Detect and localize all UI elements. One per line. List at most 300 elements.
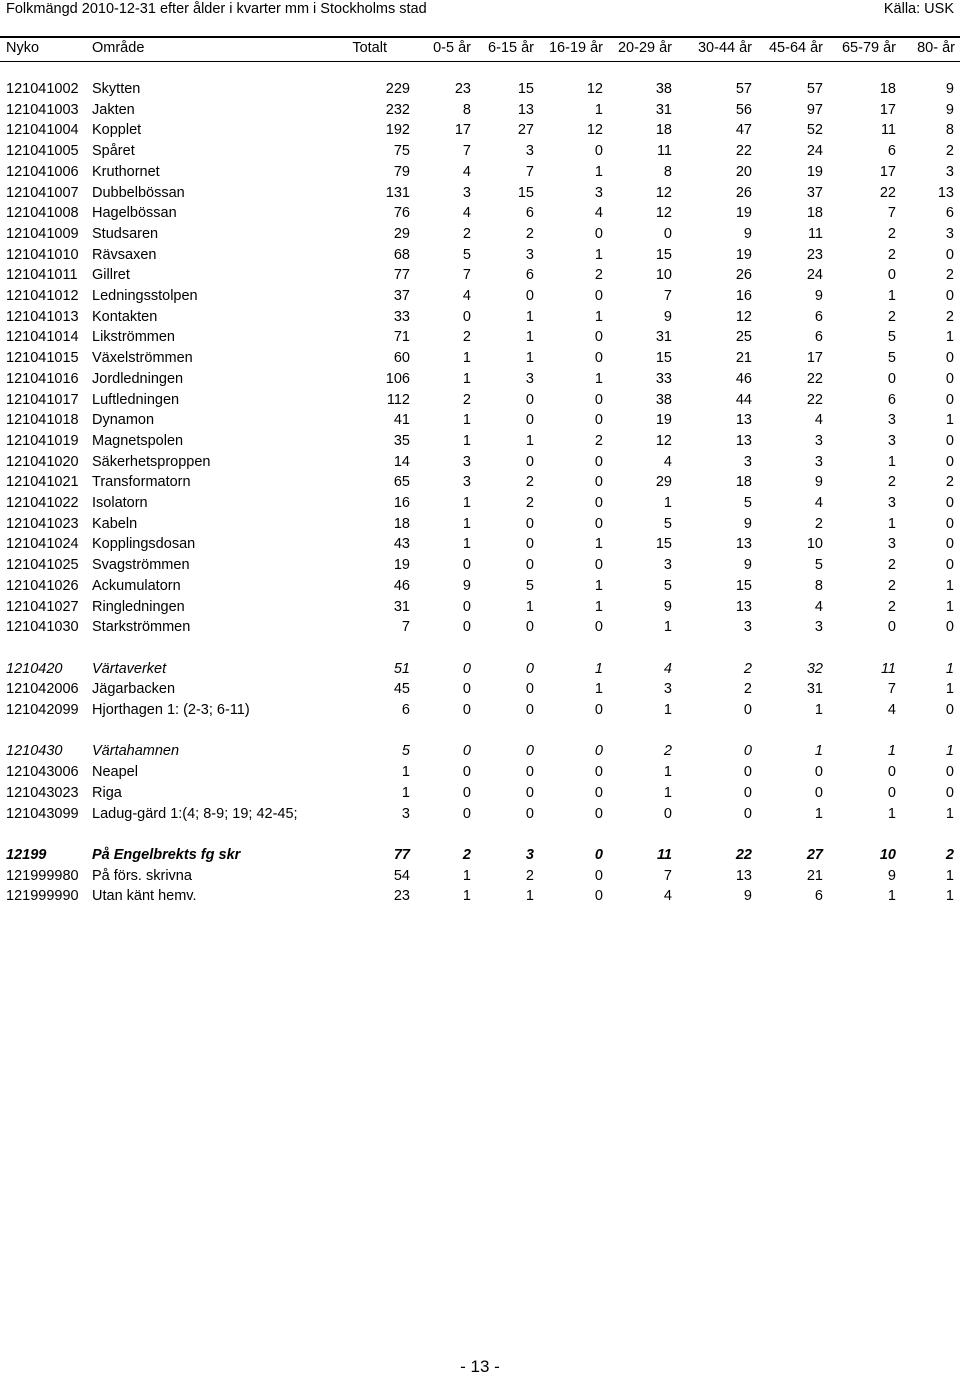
column-header-age-30-44: 30-44 år (697, 40, 752, 56)
column-header-age-6-15: 6-15 år (488, 40, 534, 56)
cell-age-0-5: 0 (462, 784, 471, 801)
cell-age-80: 9 (945, 101, 954, 118)
cell-nyko: 121041013 (6, 308, 79, 325)
cell-age-65-79: 6 (887, 391, 896, 408)
table-row (0, 245, 960, 265)
table-summary-row (0, 741, 960, 761)
cell-age-30-44: 57 (735, 81, 752, 97)
cell-age-30-44: 12 (735, 308, 752, 325)
cell-age-16-19: 0 (594, 743, 603, 760)
table-row (0, 576, 960, 596)
cell-age-16-19: 1 (594, 681, 603, 698)
cell-age-16-19: 0 (594, 702, 603, 718)
cell-age-30-44: 5 (743, 495, 752, 511)
cell-age-80: 0 (945, 453, 954, 470)
table-row (0, 100, 960, 120)
cell-age-6-15: 3 (525, 143, 534, 160)
cell-age-16-19: 1 (594, 370, 603, 387)
table-row (0, 120, 960, 140)
cell-age-20-29: 19 (655, 412, 672, 429)
cell-age-20-29: 4 (663, 453, 672, 470)
cell-age-80: 0 (945, 515, 954, 532)
cell-age-80: 1 (945, 681, 954, 698)
cell-age-0-5: 1 (462, 867, 471, 884)
cell-age-45-64: 97 (806, 101, 823, 118)
table-row (0, 203, 960, 223)
cell-totalt: 6 (401, 702, 410, 718)
cell-age-45-64: 19 (806, 163, 823, 180)
cell-nyko: 121041021 (6, 474, 79, 491)
cell-nyko: 121042006 (6, 681, 79, 698)
cell-age-80: 0 (945, 557, 954, 574)
cell-age-80: 3 (945, 225, 954, 242)
cell-age-65-79: 1 (887, 288, 896, 304)
cell-omrade: Säkerhetsproppen (92, 453, 211, 470)
header-rule-bottom (0, 61, 960, 62)
cell-age-0-5: 0 (462, 764, 471, 781)
cell-age-20-29: 31 (655, 329, 672, 346)
cell-totalt: 23 (393, 888, 410, 905)
cell-age-6-15: 1 (525, 432, 534, 449)
cell-age-45-64: 8 (814, 577, 823, 594)
cell-age-0-5: 1 (462, 515, 471, 532)
table-row (0, 183, 960, 203)
cell-nyko: 121041003 (6, 101, 79, 118)
column-header-omrade: Område (92, 40, 145, 56)
cell-omrade: Jägarbacken (92, 681, 176, 698)
cell-age-20-29: 15 (655, 246, 672, 263)
table-summary-row (0, 845, 960, 865)
cell-age-0-5: 4 (462, 163, 471, 180)
cell-age-16-19: 0 (594, 412, 603, 429)
cell-age-45-64: 24 (806, 267, 823, 284)
cell-omrade: Jordledningen (92, 370, 184, 387)
table-row (0, 762, 960, 782)
cell-age-6-15: 3 (525, 846, 534, 863)
cell-age-45-64: 6 (814, 329, 823, 346)
cell-age-80: 1 (945, 743, 954, 760)
cell-totalt: 18 (393, 515, 410, 532)
cell-age-45-64: 3 (814, 432, 823, 449)
cell-age-16-19: 0 (594, 764, 603, 781)
cell-age-80: 3 (945, 163, 954, 180)
cell-age-6-15: 7 (525, 163, 534, 180)
cell-age-0-5: 2 (462, 846, 471, 863)
cell-age-6-15: 1 (525, 329, 534, 346)
cell-age-45-64: 5 (814, 557, 823, 574)
cell-age-6-15: 0 (525, 619, 534, 636)
cell-totalt: 75 (393, 143, 410, 160)
table-row (0, 265, 960, 285)
cell-age-65-79: 0 (887, 370, 896, 387)
cell-age-30-44: 19 (735, 205, 752, 222)
cell-omrade: Kontakten (92, 308, 158, 325)
cell-age-65-79: 1 (887, 453, 896, 470)
cell-age-30-44: 21 (735, 350, 752, 367)
cell-age-0-5: 1 (462, 432, 471, 449)
cell-omrade: Hagelbössan (92, 205, 177, 222)
cell-age-65-79: 2 (887, 474, 896, 491)
cell-age-16-19: 12 (586, 81, 603, 97)
cell-age-65-79: 18 (879, 81, 896, 97)
cell-omrade: Kopplingsdosan (92, 536, 196, 553)
cell-omrade: Spåret (92, 143, 135, 160)
cell-age-30-44: 0 (743, 805, 752, 822)
cell-nyko: 121041002 (6, 81, 79, 97)
cell-age-16-19: 0 (594, 391, 603, 408)
cell-age-20-29: 29 (655, 474, 672, 491)
cell-totalt: 51 (393, 660, 410, 677)
cell-age-65-79: 2 (887, 598, 896, 615)
cell-age-16-19: 1 (594, 598, 603, 615)
table-row (0, 348, 960, 368)
cell-nyko: 121041011 (6, 267, 78, 284)
cell-age-80: 2 (945, 267, 954, 284)
cell-age-45-64: 6 (814, 308, 823, 325)
cell-age-80: 1 (945, 598, 954, 615)
cell-age-65-79: 17 (879, 163, 896, 180)
table-row (0, 679, 960, 699)
cell-age-30-44: 26 (735, 184, 752, 201)
cell-omrade: Ackumulatorn (92, 577, 181, 594)
cell-age-45-64: 0 (814, 784, 823, 801)
cell-omrade: Neapel (92, 764, 138, 781)
cell-totalt: 54 (393, 867, 410, 884)
table-row (0, 534, 960, 554)
cell-age-45-64: 17 (806, 350, 823, 367)
cell-age-20-29: 7 (663, 288, 672, 304)
cell-omrade: Starkströmmen (92, 619, 191, 636)
cell-age-20-29: 38 (655, 81, 672, 97)
cell-totalt: 14 (393, 453, 410, 470)
cell-omrade: Likströmmen (92, 329, 175, 346)
cell-age-65-79: 3 (887, 432, 896, 449)
cell-age-20-29: 9 (663, 598, 672, 615)
cell-age-6-15: 15 (517, 184, 534, 201)
cell-age-0-5: 1 (462, 536, 471, 553)
cell-nyko: 121041016 (6, 370, 79, 387)
cell-age-45-64: 37 (806, 184, 823, 201)
cell-omrade: Växelströmmen (92, 350, 193, 367)
cell-age-80: 0 (945, 536, 954, 553)
cell-age-20-29: 9 (663, 308, 672, 325)
cell-age-65-79: 5 (887, 329, 896, 346)
cell-totalt: 3 (401, 805, 410, 822)
cell-age-45-64: 2 (814, 515, 823, 532)
cell-age-45-64: 10 (806, 536, 823, 553)
cell-omrade: Jakten (92, 101, 135, 118)
cell-age-80: 2 (945, 846, 954, 863)
cell-age-65-79: 5 (887, 350, 896, 367)
cell-age-0-5: 9 (462, 577, 471, 594)
cell-age-6-15: 13 (517, 101, 534, 118)
cell-age-16-19: 0 (594, 225, 603, 242)
cell-age-6-15: 6 (525, 205, 534, 222)
cell-totalt: 68 (393, 246, 410, 263)
cell-age-20-29: 0 (663, 225, 672, 242)
cell-age-30-44: 3 (743, 619, 752, 636)
cell-age-30-44: 46 (735, 370, 752, 387)
column-header-nyko: Nyko (6, 40, 40, 56)
cell-nyko: 121999980 (6, 867, 79, 884)
cell-age-16-19: 2 (594, 267, 603, 284)
cell-age-20-29: 0 (663, 805, 672, 822)
cell-totalt: 43 (393, 536, 410, 553)
cell-totalt: 71 (393, 329, 410, 346)
cell-age-0-5: 4 (462, 288, 471, 304)
cell-age-6-15: 0 (525, 660, 534, 677)
cell-age-80: 1 (945, 867, 954, 884)
cell-nyko: 121041017 (6, 391, 79, 408)
cell-omrade: Ladug-gärd 1:(4; 8-9; 19; 42-45; (92, 805, 298, 822)
cell-totalt: 77 (393, 846, 410, 863)
cell-age-80: 0 (945, 784, 954, 801)
cell-nyko: 121041010 (6, 246, 79, 263)
cell-age-80: 0 (945, 432, 954, 449)
cell-age-80: 6 (945, 205, 954, 222)
cell-age-30-44: 0 (743, 784, 752, 801)
cell-age-16-19: 0 (594, 515, 603, 532)
column-header-age-45-64: 45-64 år (768, 40, 823, 56)
table-row (0, 555, 960, 575)
cell-age-20-29: 38 (655, 391, 672, 408)
cell-age-45-64: 6 (814, 888, 823, 905)
cell-age-65-79: 1 (887, 805, 896, 822)
cell-age-16-19: 0 (594, 557, 603, 574)
cell-age-80: 2 (945, 308, 954, 325)
table-row (0, 79, 960, 99)
cell-age-20-29: 12 (655, 184, 672, 201)
cell-age-65-79: 6 (887, 143, 896, 160)
cell-age-0-5: 0 (462, 308, 471, 325)
cell-age-80: 1 (945, 660, 954, 677)
cell-age-6-15: 0 (525, 805, 534, 822)
cell-age-6-15: 0 (525, 288, 534, 304)
cell-omrade: Dynamon (92, 412, 155, 429)
cell-age-20-29: 12 (655, 432, 672, 449)
cell-omrade: Skytten (92, 81, 141, 97)
cell-age-65-79: 7 (887, 205, 896, 222)
cell-omrade: Kopplet (92, 122, 142, 139)
cell-age-0-5: 0 (462, 702, 471, 718)
column-header-age-16-19: 16-19 år (548, 40, 603, 56)
cell-omrade: Kruthornet (92, 163, 160, 180)
cell-totalt: 19 (393, 557, 410, 574)
cell-age-30-44: 22 (735, 846, 752, 863)
cell-age-30-44: 2 (743, 660, 752, 677)
cell-omrade: Transformatorn (92, 474, 191, 491)
column-header-age-20-29: 20-29 år (617, 40, 672, 56)
cell-age-65-79: 0 (887, 619, 896, 636)
cell-omrade: Kabeln (92, 515, 138, 532)
cell-age-16-19: 1 (594, 536, 603, 553)
cell-age-6-15: 0 (525, 412, 534, 429)
cell-nyko: 121041026 (6, 577, 79, 594)
cell-age-6-15: 5 (525, 577, 534, 594)
cell-nyko: 121041005 (6, 143, 79, 160)
cell-age-65-79: 0 (887, 764, 896, 781)
cell-age-6-15: 15 (517, 81, 534, 97)
cell-age-6-15: 2 (525, 474, 534, 491)
column-header-age-65-79: 65-79 år (841, 40, 896, 56)
cell-age-65-79: 4 (887, 702, 896, 718)
cell-age-65-79: 3 (887, 536, 896, 553)
cell-nyko: 121041012 (6, 288, 79, 304)
cell-age-6-15: 0 (525, 784, 534, 801)
cell-age-20-29: 5 (663, 577, 672, 594)
cell-age-20-29: 18 (655, 122, 672, 139)
cell-nyko: 121041025 (6, 557, 79, 574)
cell-age-16-19: 0 (594, 143, 603, 160)
cell-age-45-64: 24 (806, 143, 823, 160)
cell-age-30-44: 15 (735, 577, 752, 594)
cell-age-20-29: 4 (663, 888, 672, 905)
cell-age-0-5: 4 (462, 205, 471, 222)
cell-age-20-29: 11 (656, 143, 672, 160)
cell-omrade: Rävsaxen (92, 246, 157, 263)
cell-totalt: 106 (385, 370, 410, 387)
cell-age-45-64: 4 (814, 412, 823, 429)
cell-totalt: 131 (385, 184, 410, 201)
table-row (0, 597, 960, 617)
table-row (0, 162, 960, 182)
cell-omrade: På förs. skrivna (92, 867, 192, 884)
table-row (0, 866, 960, 886)
table-row (0, 514, 960, 534)
cell-age-65-79: 1 (887, 888, 896, 905)
cell-age-0-5: 7 (462, 143, 471, 160)
cell-age-0-5: 3 (462, 184, 471, 201)
cell-age-6-15: 0 (525, 681, 534, 698)
table-summary-row (0, 659, 960, 679)
cell-totalt: 35 (393, 432, 410, 449)
cell-age-16-19: 0 (594, 846, 603, 863)
cell-age-0-5: 0 (462, 681, 471, 698)
cell-age-6-15: 0 (525, 764, 534, 781)
cell-age-80: 0 (945, 702, 954, 718)
cell-age-20-29: 1 (663, 784, 672, 801)
cell-age-65-79: 2 (887, 246, 896, 263)
cell-age-30-44: 47 (735, 122, 752, 139)
cell-age-6-15: 3 (525, 370, 534, 387)
cell-age-0-5: 0 (462, 743, 471, 760)
cell-age-30-44: 56 (735, 101, 752, 118)
cell-nyko: 1210430 (6, 743, 63, 760)
cell-age-30-44: 9 (743, 225, 752, 242)
cell-nyko: 121041027 (6, 598, 79, 615)
cell-age-16-19: 0 (594, 619, 603, 636)
cell-nyko: 121041019 (6, 432, 79, 449)
cell-age-80: 1 (945, 805, 954, 822)
cell-omrade: På Engelbrekts fg skr (92, 846, 241, 863)
cell-age-80: 0 (945, 495, 954, 511)
cell-totalt: 5 (401, 743, 410, 760)
cell-age-30-44: 9 (743, 515, 752, 532)
cell-age-0-5: 0 (462, 598, 471, 615)
cell-age-30-44: 20 (735, 163, 752, 180)
cell-age-65-79: 11 (880, 660, 896, 677)
cell-age-20-29: 15 (655, 350, 672, 367)
cell-age-20-29: 1 (663, 764, 672, 781)
cell-age-16-19: 0 (594, 888, 603, 905)
cell-age-6-15: 3 (525, 246, 534, 263)
cell-age-20-29: 4 (663, 660, 672, 677)
cell-age-20-29: 1 (663, 619, 672, 636)
cell-age-45-64: 1 (814, 702, 823, 718)
cell-age-45-64: 27 (806, 846, 823, 863)
cell-age-0-5: 5 (462, 246, 471, 263)
cell-age-16-19: 0 (594, 867, 603, 884)
cell-age-45-64: 9 (814, 288, 823, 304)
source-label: Källa: USK (883, 1, 954, 17)
cell-totalt: 45 (393, 681, 410, 698)
cell-age-6-15: 0 (525, 391, 534, 408)
cell-age-65-79: 2 (887, 577, 896, 594)
cell-age-80: 0 (945, 288, 954, 304)
cell-age-45-64: 4 (814, 495, 823, 511)
cell-omrade: Riga (92, 784, 122, 801)
cell-age-45-64: 3 (814, 453, 823, 470)
cell-age-65-79: 3 (887, 412, 896, 429)
cell-age-30-44: 26 (735, 267, 752, 284)
cell-age-20-29: 33 (655, 370, 672, 387)
cell-nyko: 121043099 (6, 805, 79, 822)
cell-nyko: 121041004 (6, 122, 79, 139)
cell-age-20-29: 5 (663, 515, 672, 532)
cell-age-45-64: 1 (814, 743, 823, 760)
cell-totalt: 41 (393, 412, 410, 429)
cell-age-30-44: 16 (735, 288, 752, 304)
cell-age-30-44: 13 (735, 598, 752, 615)
cell-age-45-64: 32 (806, 660, 823, 677)
cell-age-20-29: 8 (663, 163, 672, 180)
page-number: - 13 - (460, 1357, 500, 1376)
cell-nyko: 121041015 (6, 350, 79, 367)
cell-omrade: Utan känt hemv. (92, 888, 197, 905)
cell-age-80: 0 (945, 370, 954, 387)
cell-age-45-64: 1 (814, 805, 823, 822)
cell-age-65-79: 3 (887, 495, 896, 511)
cell-nyko: 121041023 (6, 515, 79, 532)
column-header-age-80: 80- år (917, 40, 955, 56)
cell-age-0-5: 0 (462, 557, 471, 574)
cell-omrade: Isolatorn (92, 495, 148, 511)
cell-age-20-29: 3 (663, 681, 672, 698)
cell-totalt: 1 (401, 784, 410, 801)
table-row (0, 886, 960, 906)
table-row (0, 307, 960, 327)
cell-age-0-5: 1 (462, 350, 471, 367)
cell-age-65-79: 22 (879, 184, 896, 201)
cell-age-16-19: 0 (594, 329, 603, 346)
cell-age-6-15: 0 (525, 515, 534, 532)
column-header-totalt: Totalt (352, 40, 387, 56)
cell-age-30-44: 25 (735, 329, 752, 346)
cell-totalt: 79 (393, 163, 410, 180)
cell-age-16-19: 4 (594, 205, 603, 222)
cell-age-65-79: 0 (887, 267, 896, 284)
cell-age-0-5: 2 (462, 329, 471, 346)
cell-age-20-29: 15 (655, 536, 672, 553)
cell-age-0-5: 0 (462, 805, 471, 822)
cell-nyko: 121041030 (6, 619, 79, 636)
cell-age-16-19: 0 (594, 784, 603, 801)
cell-age-30-44: 3 (743, 453, 752, 470)
table-row (0, 617, 960, 637)
cell-age-30-44: 9 (743, 888, 752, 905)
cell-age-30-44: 22 (735, 143, 752, 160)
cell-age-6-15: 0 (525, 453, 534, 470)
